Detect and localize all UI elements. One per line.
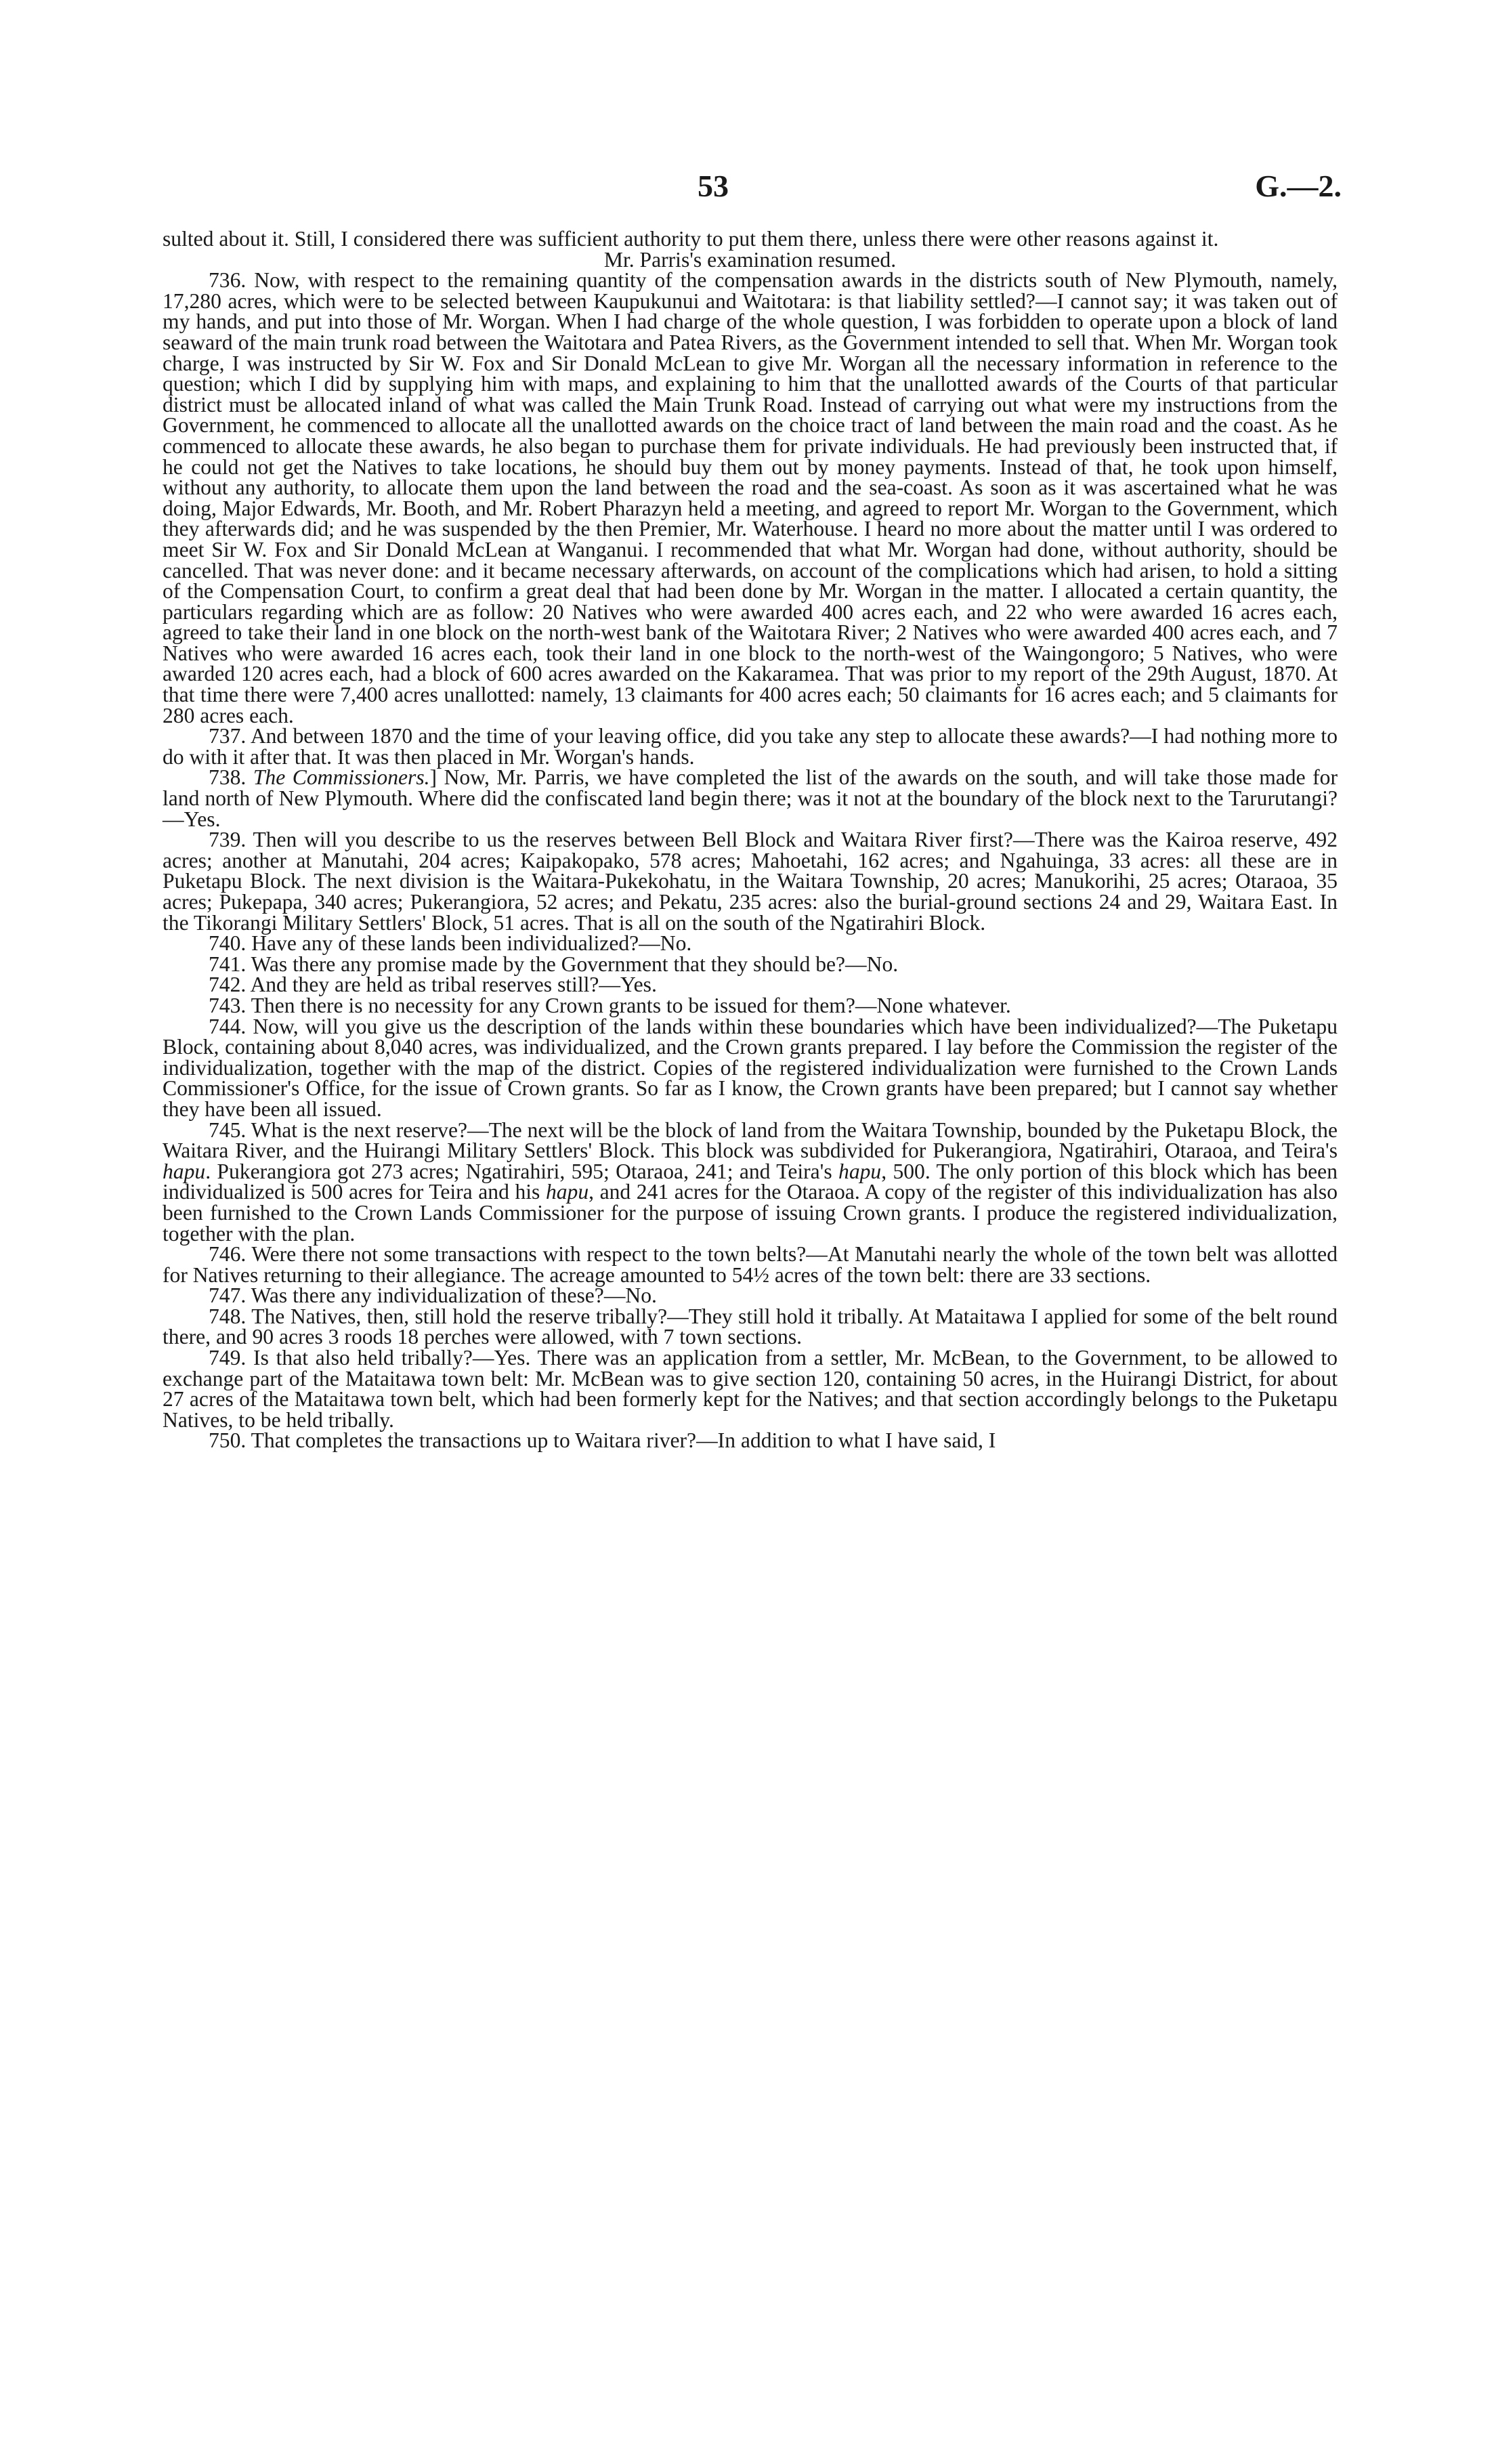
paragraph-740: 740. Have any of these lands been individualized?—No. xyxy=(209,931,692,956)
italic-term: hapu xyxy=(545,1180,589,1204)
document-reference: G.—2. xyxy=(1255,169,1342,203)
paragraph-737: 737. And between 1870 and the time of your leaving office, did you take any step to allocate these awards?—I had nothing more to do with it after that. It was then placed in Mr. Worgan's hands. xyxy=(163,724,1338,769)
paragraph-745-part-3: , 500. The only portion of this block which has been individualized is 500 acres for Teira and his xyxy=(163,1159,1338,1204)
page-header xyxy=(0,168,1496,215)
section-heading xyxy=(163,247,1338,272)
paragraph-continuation: sulted about it. Still, I considered there was sufficient authority to put them there, unless there were other reasons against it. xyxy=(163,227,1219,251)
paragraph-738-text: ] Now, Mr. Parris, we have completed the list of the awards on the south, and will take those made for land north of New Plymouth. Where did the confiscated land begin there; was it not at the boundary of the block next to the Tarurutangi?—Yes. xyxy=(163,765,1338,831)
paragraph-745-part-1: 745. What is the next reserve?—The next will be the block of land from the Waitara Township, bounded by the Puketapu Block, the Waitara River, and the Huirangi Military Settlers' Block. This block was subdivided for Pukerangiora, Ngatirahiri, Otaraoa, and Teira's xyxy=(163,1118,1338,1163)
paragraph-745-part-2: . Pukerangiora got 273 acres; Ngatirahiri, 595; Otaraoa, 241; and Teira's xyxy=(205,1159,839,1183)
paragraph-749: 749. Is that also held tribally?—Yes. There was an application from a settler, Mr. McBean, to the Government, to be allowed to exchange part of the Mataitawa town belt: Mr. McBean was to give section 120, containing 50 acres, in the Huirangi District, for about 27 acres of the Mataitawa town belt, which had been formerly kept for the Natives; and that section accordingly belongs to the Puketapu Natives, to be held tribally. xyxy=(163,1346,1338,1432)
speaker-label: The Commissioners. xyxy=(253,765,430,790)
paragraph-736: 736. Now, with respect to the remaining quantity of the compensation awards in the districts south of New Plymouth, namely, 17,280 acres, which were to be selected between Kaupukunui and Waitotara: is that liability settled?—I cannot say; it was taken out of my hands, and put into those of Mr. Worgan. When I had charge of the whole question, I was forbidden to operate upon a block of land seaward of the main trunk road between the Waitotara and Patea Rivers, as the Government intended to sell that. When Mr. Worgan took charge, I was instructed by Sir W. Fox and Sir Donald McLean to give Mr. Worgan all the necessary information in reference to the question; which I did by supplying him with maps, and explaining to him that the unallotted awards of the Courts of that particular district must be allocated inland of what was called the Main Trunk Road. Instead of carrying out what were my instructions from the Government, he commenced to allocate all the unallotted awards on the choice tract of land between the main road and the coast. As he commenced to allocate these awards, he also began to purchase them for private individuals. He had previously been instructed that, if he could not get the Natives to take locations, he should buy them out by money payments. Instead of that, he took upon himself, without any authority, to allocate them upon the land between the road and the sea-coast. As soon as it was ascertained what he was doing, Major Edwards, Mr. Booth, and Mr. Robert Pharazyn held a meeting, and agreed to report Mr. Worgan to the Government, which they afterwards did; and he was suspended by the then Premier, Mr. Waterhouse. I heard no more about the matter until I was ordered to meet Sir W. Fox and Sir Donald McLean at Wanganui. I recommended that what Mr. Worgan had done, without authority, should be cancelled. That was never done: and it became necessary afterwards, on account of the complications which had arisen, to hold a sitting of the Compensation Court, to confirm a great deal that had been done by Mr. Worgan in the matter. I allocated a certain quantity, the particulars regarding which are as follow: 20 Natives who were awarded 400 acres each, and 22 who were awarded 16 acres each, agreed to take their land in one block on the north-west bank of the Waitotara River; 2 Natives who were awarded 400 acres each, and 7 Natives who were awarded 16 acres each, took their land in one block to the north-west of the Waingongoro; 5 Natives, who were awarded 120 acres each, had a block of 600 acres awarded on the Kakaramea. That was prior to my report of the 29th August, 1870. At that time there were 7,400 acres unallotted: namely, 13 claimants for 400 acres each; 50 claimants for 16 acres each; and 5 claimants for 280 acres each. xyxy=(163,268,1338,727)
paragraph-748: 748. The Natives, then, still hold the reserve tribally?—They still hold it tribally. At Mataitawa I applied for some of the belt round there, and 90 acres 3 roods 18 perches were allowed, with 7 town sections. xyxy=(163,1304,1338,1349)
section-heading-text: Mr. Parris's examination resumed. xyxy=(603,247,897,272)
paragraph-741: 741. Was there any promise made by the Government that they should be?—No. xyxy=(209,952,899,976)
page-number: 53 xyxy=(698,169,729,203)
paragraph-744: 744. Now, will you give us the description of the lands within these boundaries which have been individualized?—The Puketapu Block, containing about 8,040 acres, was individualized, and the Crown grants prepared. I lay before the Commission the register of the individualization, together with the map of the district. Copies of the registered individualization were furnished to the Crown Lands Commissioner's Office, for the issue of Crown grants. So far as I know, the Crown grants have been prepared; but I cannot say whether they have been all issued. xyxy=(163,1014,1338,1121)
italic-term: hapu xyxy=(838,1159,882,1183)
paragraph-739: 739. Then will you describe to us the reserves between Bell Block and Waitara River first?—There was the Kairoa reserve, 492 acres; another at Manutahi, 204 acres; Kaipakopako, 578 acres; Mahoetahi, 162 acres; and Ngahuinga, 33 acres: all these are in Puketapu Block. The next division is the Waitara-Pukekohatu, in the Waitara Township, 20 acres; Manukorihi, 25 acres; Otaraoa, 35 acres; Pukepapa, 340 acres; Pukerangiora, 52 acres; and Pekatu, 235 acres: also the burial-ground sections 24 and 29, Waitara East. In the Tikorangi Military Settlers' Block, 51 acres. That is all on the south of the Ngatirahiri Block. xyxy=(163,828,1338,935)
paragraph-745 xyxy=(163,1120,1338,1245)
paragraph-746: 746. Were there not some transactions with respect to the town belts?—At Manutahi nearly the whole of the town belt was allotted for Natives returning to their allegiance. The acreage amounted to 54½ acres of the town belt: there are 33 sections. xyxy=(163,1242,1338,1287)
paragraph-747: 747. Was there any individualization of these?—No. xyxy=(209,1283,657,1308)
paragraph-743: 743. Then there is no necessity for any Crown grants to be issued for them?—None whatever. xyxy=(209,993,1011,1017)
body-text xyxy=(163,229,1338,1451)
paragraph-750: 750. That completes the transactions up to Waitara river?—In addition to what I have said, I xyxy=(209,1428,996,1453)
italic-term: hapu xyxy=(163,1159,206,1183)
paragraph-745-part-4: , and 241 acres for the Otaraoa. A copy of the register of this individualization has also been furnished to the Crown Lands Commissioner for the purpose of issuing Crown grants. I produce the registered individualization, together with the plan. xyxy=(163,1180,1338,1246)
paragraph-738: 738. The Commissioners.] Now, Mr. Parris, we have completed the list of the awards on the south, and will take those made for land north of New Plymouth. Where did the confiscated land begin there; was it not at the boundary of the block next to the Tarurutangi?—Yes. xyxy=(163,765,1338,831)
paragraph-742: 742. And they are held as tribal reserves still?—Yes. xyxy=(209,973,657,997)
